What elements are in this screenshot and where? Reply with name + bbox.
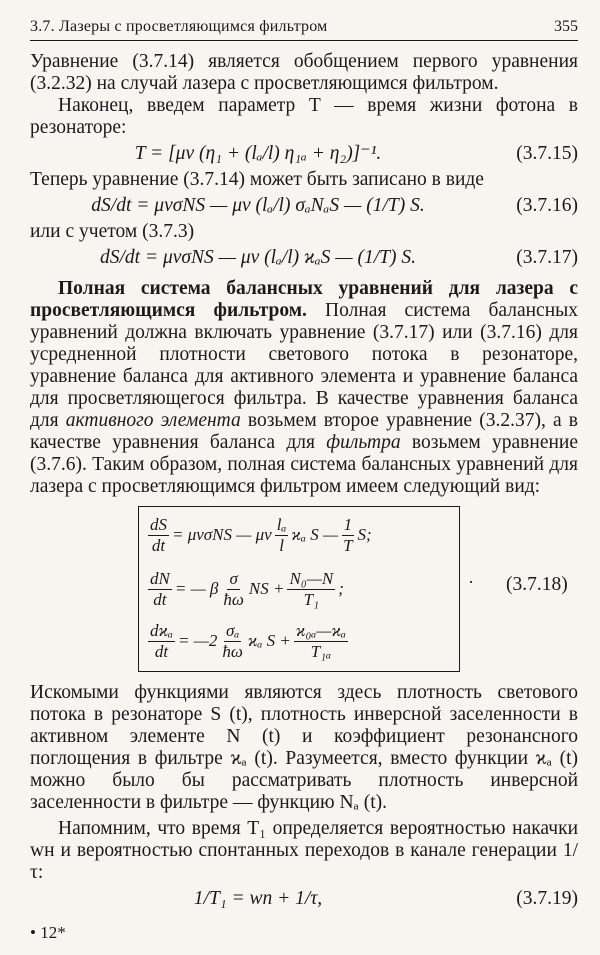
fraction — [341, 515, 354, 556]
denominator: ħω — [222, 641, 243, 661]
paragraph-3: Теперь уравнение (3.7.14) может быть записано в виде — [30, 169, 484, 190]
fraction — [287, 569, 335, 610]
numerator: 1 — [343, 514, 353, 534]
punctuation-dot: · — [468, 572, 474, 592]
paragraph-2: Наконец, введем параметр T — время жизни фотона в резонаторе: — [30, 95, 578, 138]
derivative-fraction — [148, 569, 172, 610]
term: ; — [338, 579, 344, 598]
denominator: dt — [154, 641, 169, 661]
italic-term: активного элемента — [65, 410, 241, 431]
text-run: Полная система балансных уравнений должна включать уравнение (3.7.17) или (3.7.16) для усредненной плотности светового потока в резонаторе, уравнение баланса для активного элемента и уравнение баланса для просветляющегося фильтра. В качестве уравнения баланса для — [30, 300, 578, 431]
derivative-fraction — [148, 621, 175, 662]
section-title: 3.7. Лазеры с просветляющимся фильтром — [30, 18, 328, 35]
equation-3-7-15 — [30, 142, 578, 166]
equation-expr: 1/T₁ = wп + 1/τ, — [193, 888, 323, 909]
system-row-2 — [145, 565, 453, 613]
denominator: T — [343, 535, 353, 555]
paragraph-heading: Полная система балансных уравнений для лазера с просветляющимся фильтром. — [30, 278, 578, 321]
fraction — [221, 569, 246, 610]
denominator: dt — [151, 535, 166, 555]
term: = — β — [174, 579, 219, 598]
fraction — [275, 515, 289, 556]
italic-term: фильтра — [326, 432, 401, 453]
numerator: lₐ — [276, 514, 287, 534]
denominator: dt — [153, 589, 167, 609]
term: = —2 — [178, 631, 218, 650]
term: ϰₐ S + — [247, 631, 291, 650]
paragraph-4: или с учетом (3.7.3) — [30, 221, 195, 242]
text-run: возьмем второе уравнение (3.2.37), а в качестве уравнения баланса для — [30, 410, 579, 453]
numerator: dN — [150, 568, 170, 588]
fraction — [294, 621, 348, 662]
denominator: ħω — [223, 589, 244, 609]
equation-number: (3.7.17) — [516, 247, 578, 268]
equation-number: (3.7.15) — [516, 143, 578, 164]
equation-3-7-19 — [30, 887, 578, 911]
denominator: T₁ₐ — [310, 641, 332, 661]
page-number: 355 — [554, 18, 578, 35]
term: NS + — [248, 579, 285, 598]
term: ϰₐ S — — [291, 525, 339, 544]
numerator: σₐ — [225, 620, 240, 640]
system-row-3 — [145, 617, 453, 665]
numerator: ϰ₀ₐ—ϰₐ — [295, 620, 346, 640]
denominator: l — [279, 535, 284, 555]
equation-number: (3.7.19) — [516, 888, 578, 909]
numerator: dS — [150, 514, 167, 534]
denominator: T₁ — [303, 589, 320, 609]
running-header — [30, 18, 578, 41]
text-run: возьмем уравнение (3.7.6). Таким образом, полная система балансных уравнений для лазера с просветляющимся фильтром имеем следующий вид: — [30, 432, 578, 497]
term: = μvσNS — μv — [172, 525, 272, 544]
fraction — [220, 621, 245, 662]
equation-number: (3.7.18) — [506, 574, 568, 595]
term: S; — [357, 525, 372, 544]
equation-3-7-17 — [30, 246, 578, 270]
paragraph-7: Напомним, что время T₁ определяется вероятностью накачки wн и вероятностью спонтанных переходов в канале генерации 1/τ: — [30, 818, 578, 883]
equation-system-box — [138, 506, 460, 672]
derivative-fraction — [148, 515, 169, 556]
equation-system-3-7-18 — [30, 506, 578, 672]
equation-number: (3.7.16) — [516, 195, 578, 216]
book-page — [30, 18, 578, 914]
signature-text: 12* — [40, 923, 66, 942]
equation-expr: dS/dt = μvσNS — μv (lₐ/l) ϰₐS — (1/T) S. — [99, 247, 417, 268]
signature-mark: • 12* — [30, 923, 66, 942]
equation-expr: T = [μv (η₁ + (lₐ/l) η₁ₐ + η₂)]⁻¹. — [134, 143, 382, 164]
numerator: dϰₐ — [150, 620, 174, 640]
paragraph-6: Искомыми функциями являются здесь плотность светового потока в резонаторе S (t), плотность инверсной заселенности в активном элементе N (t) и коэффициент резонансного поглощения в фильтре ϰₐ (t). Разумеется, вместо функции ϰₐ (t) можно было бы рассматривать плотность инверсной заселенности в фильтре — функцию Nₐ (t). — [30, 682, 578, 813]
system-row-1 — [145, 511, 453, 559]
numerator: N₀—N — [289, 568, 334, 588]
equation-3-7-16 — [30, 194, 578, 218]
numerator: σ — [229, 568, 238, 588]
paragraph-1: Уравнение (3.7.14) является обобщением первого уравнения (3.2.32) на случай лазера с просветляющимся фильтром. — [30, 51, 578, 94]
paragraph-5 — [30, 278, 578, 498]
equation-expr: dS/dt = μvσNS — μv (lₐ/l) σₐNₐS — (1/T) S. — [91, 195, 425, 216]
